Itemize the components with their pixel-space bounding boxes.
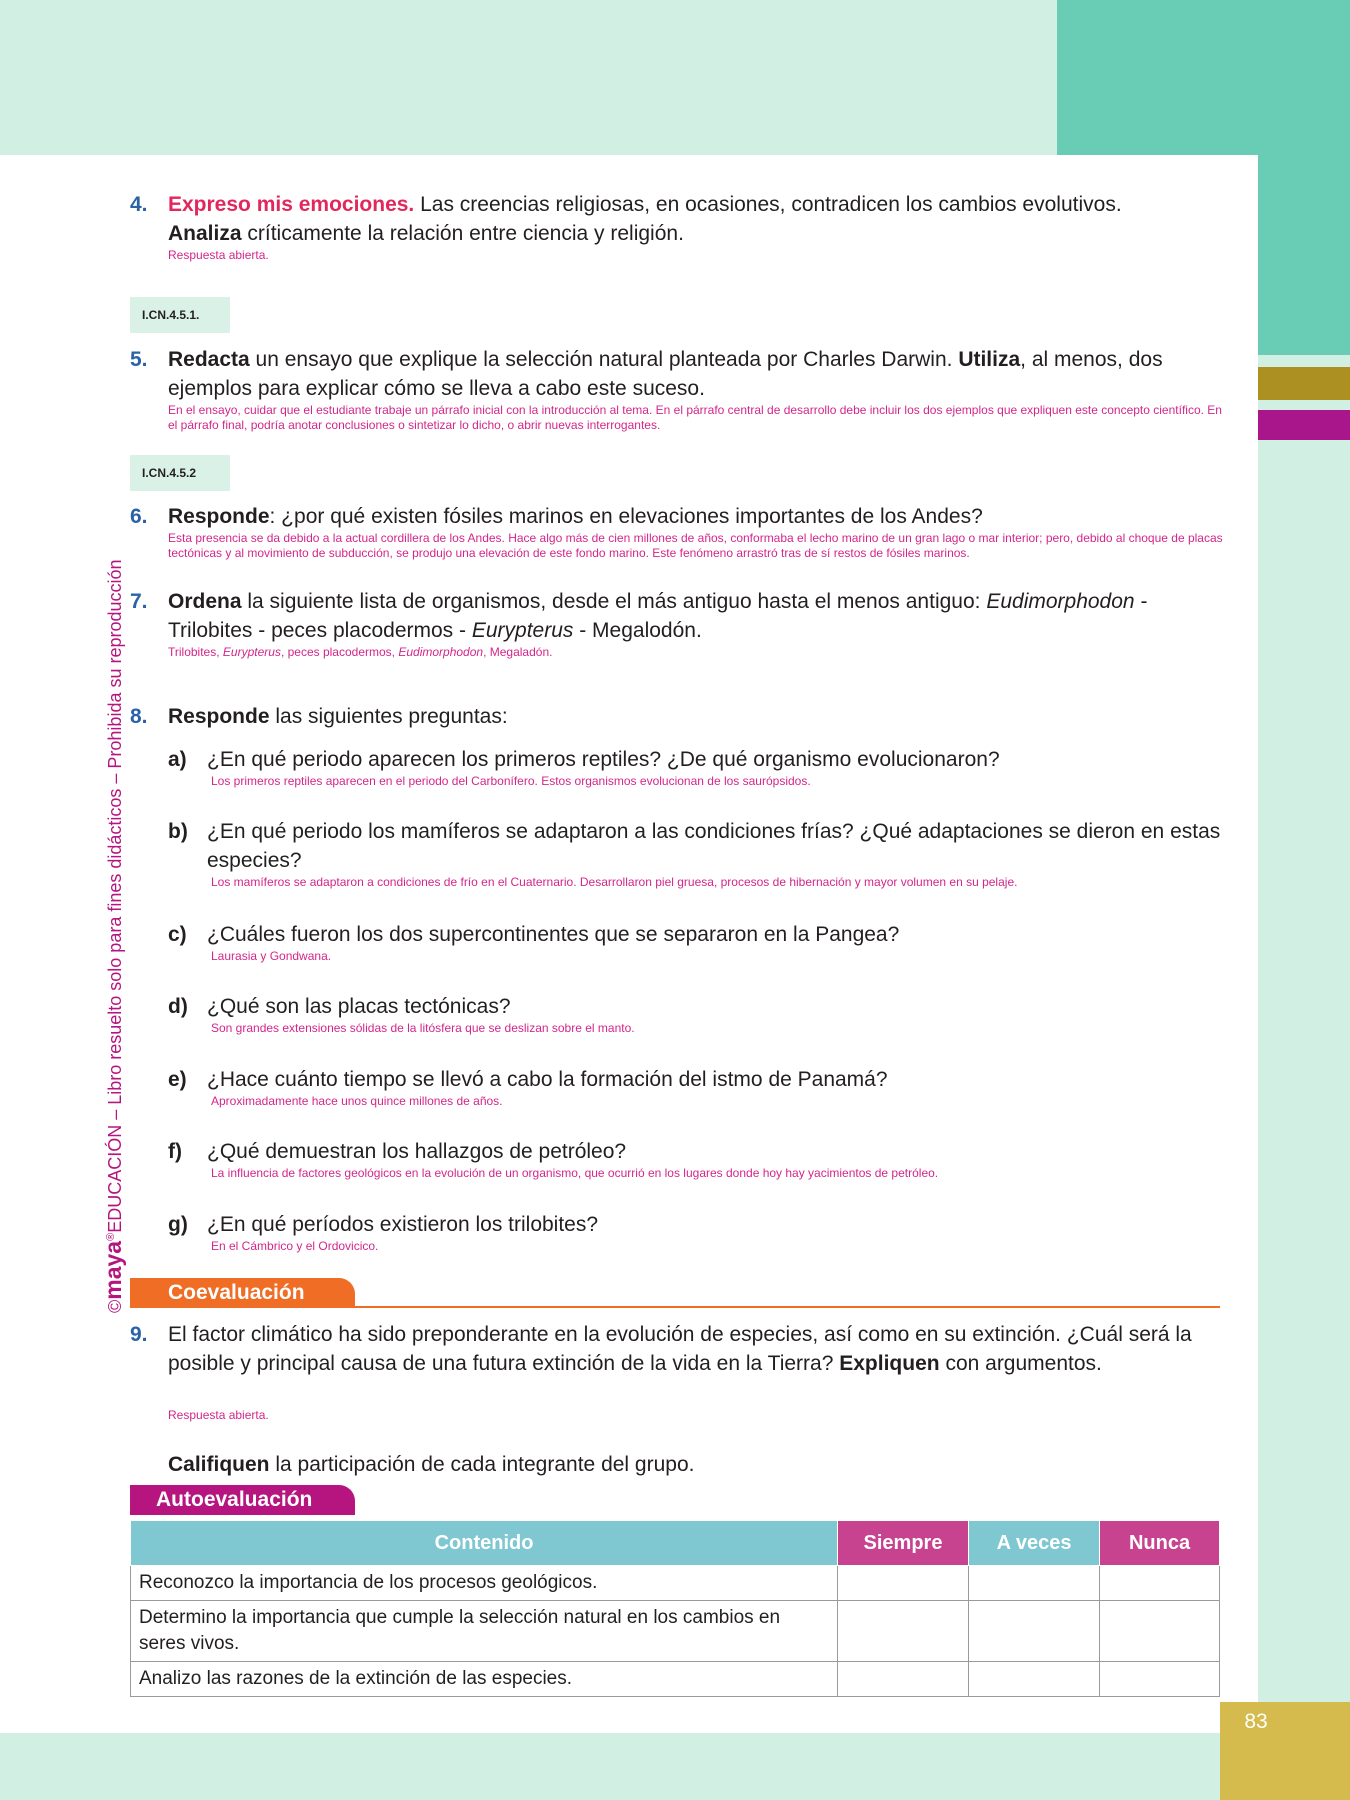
checkbox-cell-a-veces[interactable] — [969, 1662, 1100, 1697]
sub-question-d — [168, 992, 1233, 1036]
sub-question-letter: f) — [168, 1140, 182, 1163]
action-verb: Expliquen — [839, 1352, 940, 1375]
action-verb: Responde — [168, 705, 270, 728]
indicator-code: I.CN.4.5.2 — [130, 455, 230, 491]
sub-question-text: ¿Hace cuánto tiempo se llevó a cabo la formación del istmo de Panamá? — [207, 1068, 888, 1091]
section-label: Expreso mis emociones. — [168, 193, 415, 216]
top-band — [0, 0, 1057, 155]
header-siempre: Siempre — [838, 1521, 969, 1566]
action-verb: Utiliza — [958, 348, 1021, 371]
sub-question-text: ¿En qué periodo aparecen los primeros reptiles? ¿De qué organismo evolucionaron? — [207, 748, 1000, 771]
question-number: 4. — [130, 193, 148, 216]
action-verb: Califiquen — [168, 1453, 270, 1476]
answer-text: Laurasia y Gondwana. — [211, 949, 332, 963]
sub-question-text: ¿Cuáles fueron los dos supercontinentes que se separaron en la Pangea? — [207, 923, 900, 946]
checkbox-cell-siempre[interactable] — [838, 1566, 969, 1601]
question-4 — [130, 190, 1230, 263]
sub-question-c — [168, 920, 1233, 964]
autoevaluacion-tab: Autoevaluación — [130, 1485, 355, 1515]
brand-logo-text: maya — [100, 1240, 126, 1300]
answer-text: Los mamíferos se adaptaron a condiciones de frío en el Cuaternario. Desarrollaron piel gruesa, procesos de hibernación y mayor volumen en su pelaje. — [211, 875, 1018, 889]
action-verb: Responde — [168, 505, 270, 528]
sub-question-letter: a) — [168, 748, 187, 771]
answer-text: Trilobites, Eurypterus, peces placodermos, Eudimorphodon, Megaladón. — [168, 645, 553, 659]
checkbox-cell-siempre[interactable] — [838, 1601, 969, 1662]
sub-question-letter: c) — [168, 923, 187, 946]
question-number: 6. — [130, 505, 148, 528]
answer-text: En el ensayo, cuidar que el estudiante trabaje un párrafo inicial con la introducción al tema. En el párrafo central de desarrollo debe incluir los dos ejemplos que expliquen este concepto científico. En el párrafo final, podría anotar conclusiones o sintetizar lo dicho, o abrir nuevas interrogantes. — [168, 403, 1222, 432]
answer-text: Esta presencia se da debido a la actual cordillera de los Andes. Hace algo más de cien millones de años, conformaba el lecho marino de un gran lago o mar interior; pero, debido al choque de placas tectónicas y al movimiento de subducción, se produjo una elevación de este fondo marino. Este fenómeno arrastró tras de sí restos de fósiles marinos. — [168, 531, 1223, 560]
top-right-green-block — [1057, 0, 1350, 155]
sub-question-e — [168, 1065, 1233, 1109]
action-verb: Redacta — [168, 348, 250, 371]
checkbox-cell-nunca[interactable] — [1100, 1662, 1220, 1697]
sub-question-letter: d) — [168, 995, 188, 1018]
question-number: 9. — [130, 1323, 148, 1346]
answer-text: Los primeros reptiles aparecen en el periodo del Carbonífero. Estos organismos evolucionan de los saurópsidos. — [211, 774, 811, 788]
question-text: Responde las siguientes preguntas: — [168, 705, 508, 728]
side-copyright-text — [100, 559, 127, 1313]
answer-text: La influencia de factores geológicos en la evolución de un organismo, que ocurrió en los lugares donde hoy hay yacimientos de petróleo. — [211, 1166, 939, 1180]
page-number: 83 — [1244, 1710, 1268, 1733]
question-text: Redacta un ensayo que explique la selección natural planteada por Charles Darwin. Utiliza, al menos, dos ejemplos para explicar cómo se lleva a cabo este suceso. — [168, 348, 1163, 400]
question-5 — [130, 345, 1230, 433]
question-8 — [130, 702, 1230, 731]
sub-question-f — [168, 1137, 1233, 1181]
action-verb: Analiza — [168, 222, 242, 245]
table-cell-contenido: Analizo las razones de la extinción de las especies. — [131, 1662, 838, 1697]
question-text: Expreso mis emociones. Las creencias religiosas, en ocasiones, contradicen los cambios evolutivos. Analiza críticamente la relación entre ciencia y religión. — [168, 193, 1122, 245]
sub-question-text: ¿Qué demuestran los hallazgos de petróleo? — [207, 1140, 627, 1163]
question-number: 5. — [130, 348, 148, 371]
action-verb: Ordena — [168, 590, 242, 613]
sub-question-text: ¿En qué periodo los mamíferos se adaptaron a las condiciones frías? ¿Qué adaptaciones se dieron en estas especies? — [207, 820, 1221, 872]
coevaluacion-divider — [355, 1306, 1220, 1308]
question-number: 8. — [130, 705, 148, 728]
sub-question-b — [168, 817, 1233, 890]
checkbox-cell-nunca[interactable] — [1100, 1601, 1220, 1662]
question-text: Ordena la siguiente lista de organismos, desde el más antiguo hasta el menos antiguo: Eudimorphodon - Trilobites - peces placodermos - Eurypterus - Megalodón. — [168, 590, 1148, 642]
header-contenido: Contenido — [131, 1521, 838, 1566]
sub-question-letter: b) — [168, 820, 188, 843]
right-magenta-strip — [1258, 410, 1350, 440]
question-9 — [130, 1320, 1230, 1378]
checkbox-cell-siempre[interactable] — [838, 1662, 969, 1697]
sub-question-letter: e) — [168, 1068, 187, 1091]
right-olive-strip — [1258, 367, 1350, 400]
question-7 — [130, 587, 1230, 660]
group-rating-instruction: Califiquen la participación de cada integrante del grupo. — [168, 1453, 695, 1476]
header-nunca: Nunca — [1100, 1521, 1220, 1566]
question-text: El factor climático ha sido preponderante en la evolución de especies, así como en su extinción. ¿Cuál será la posible y principal causa de una futura extinción de la vida en la Tierra? Expliquen con argumentos. — [168, 1323, 1192, 1375]
table-cell-contenido: Reconozco la importancia de los procesos geológicos. — [131, 1566, 838, 1601]
table-cell-contenido: Determino la importancia que cumple la selección natural en los cambios en seres vivos. — [131, 1601, 838, 1662]
registered-mark: ® — [105, 1232, 117, 1241]
answer-text: Respuesta abierta. — [168, 1408, 269, 1422]
checkbox-cell-a-veces[interactable] — [969, 1566, 1100, 1601]
answer-text: Son grandes extensiones sólidas de la litósfera que se deslizan sobre el manto. — [211, 1021, 635, 1035]
sub-question-text: ¿En qué períodos existieron los trilobites? — [207, 1213, 599, 1236]
answer-text: Respuesta abierta. — [168, 248, 269, 262]
table-header-row — [131, 1521, 1220, 1566]
checkbox-cell-nunca[interactable] — [1100, 1566, 1220, 1601]
right-mint-strip — [1258, 440, 1350, 1702]
sub-question-text: ¿Qué son las placas tectónicas? — [207, 995, 511, 1018]
checkbox-cell-a-veces[interactable] — [969, 1601, 1100, 1662]
sub-question-g — [168, 1210, 1233, 1254]
right-green-strip — [1258, 155, 1350, 355]
copyright-symbol: © — [105, 1299, 125, 1313]
question-text: Responde: ¿por qué existen fósiles marinos en elevaciones importantes de los Andes? — [168, 505, 983, 528]
coevaluacion-tab: Coevaluación — [130, 1278, 355, 1308]
indicator-code: I.CN.4.5.1. — [130, 297, 230, 333]
answer-text: En el Cámbrico y el Ordovicico. — [211, 1239, 379, 1253]
table-row — [131, 1566, 1220, 1601]
header-a-veces: A veces — [969, 1521, 1100, 1566]
table-row — [131, 1601, 1220, 1662]
table-row — [131, 1662, 1220, 1697]
autoevaluacion-table — [130, 1520, 1220, 1697]
question-6 — [130, 502, 1230, 561]
question-number: 7. — [130, 590, 148, 613]
sub-question-a — [168, 745, 1233, 789]
bottom-band — [0, 1733, 1220, 1800]
answer-text: Aproximadamente hace unos quince millones de años. — [211, 1094, 503, 1108]
side-text-body: EDUCACIÓN – Libro resuelto solo para fines didácticos – Prohibida su reproducción — [105, 559, 125, 1233]
sub-question-letter: g) — [168, 1213, 188, 1236]
